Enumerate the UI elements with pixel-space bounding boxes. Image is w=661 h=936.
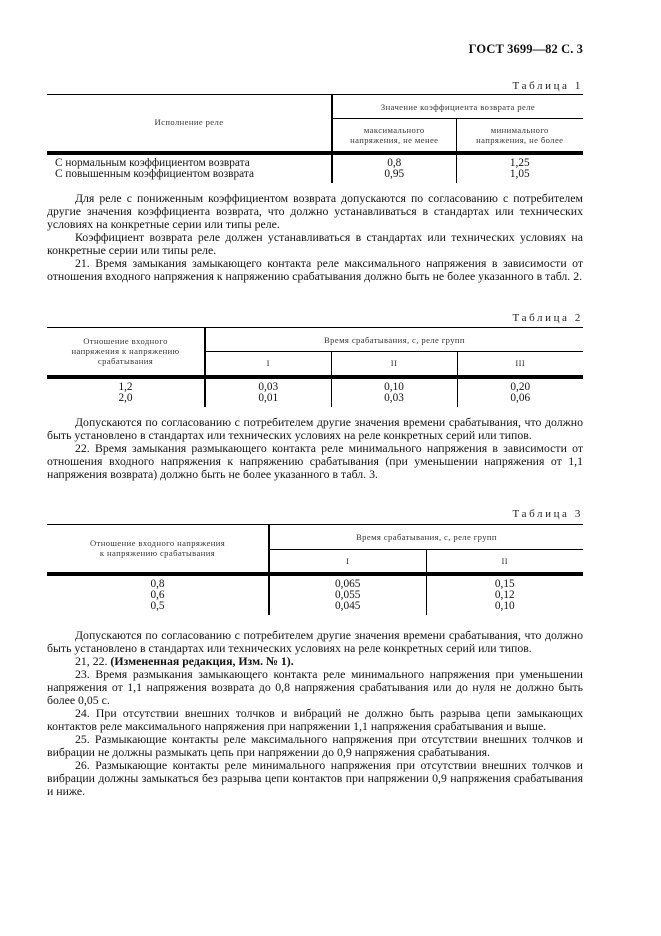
amendment-label: (Измененная редакция, Изм. № 1). — [110, 654, 294, 668]
table-3-group-header: Время срабатывания, с, реле групп — [269, 525, 583, 550]
table-row — [47, 590, 583, 601]
table-2-row-2-ratio: 2,0 — [118, 391, 133, 404]
table-1-row-1-min: 1,25 — [456, 153, 583, 169]
table-2-row-2-g3: 0,06 — [457, 393, 583, 407]
table-row — [47, 153, 583, 169]
table-2-row-2-g1: 0,01 — [205, 393, 331, 407]
table-2-subheader-2: II — [331, 352, 457, 377]
table-1-row-2-max: 0,95 — [332, 169, 456, 183]
table-1-subheader-max: максимального напряжения, не менее — [332, 119, 456, 153]
table-2 — [47, 327, 583, 407]
table-3-row-1-ratio: 0,8 — [150, 577, 165, 590]
amendment-prefix: 21, 22. — [75, 654, 111, 668]
table-row — [47, 574, 583, 590]
table-1-header-execution: Исполнение реле — [47, 95, 332, 153]
table-2-row-header: Отношение входного напряжения к напряжению срабатывания — [47, 328, 205, 377]
table-2-group-header: Время срабатывания, с, реле групп — [205, 328, 583, 352]
table-1-row-2-min: 1,05 — [456, 169, 583, 183]
paragraph-21: 21. Время замыкания замыкающего контакта реле максимального напряжения в зависимости от отношения входного напряжения к напряжению срабатывания должно быть не более указанного в табл. 2. — [47, 256, 583, 283]
table-1-row-2-label: С повышенным коэффициентом возврата — [55, 167, 254, 180]
paragraph: Для реле с пониженным коэффициентом возврата допускаются по согласованию с потребителем другие значения коэффициента возврата, что должно устанавливаться в стандартах или технических условиях на конкретные серии или типы реле. — [47, 191, 583, 231]
table-1-row-1-label: С нормальным коэффициентом возврата — [55, 156, 250, 169]
table-3-row-2-ratio: 0,6 — [150, 588, 165, 601]
paragraph-22: 22. Время замыкания размыкающего контакта реле минимального напряжения в зависимости от отношения входного напряжения к напряжению срабатывания (при уменьшении напряжения от 1,1 напряжения возврата) должно быть не более указанного в табл. 3. — [47, 441, 583, 481]
paragraph-23: 23. Время размыкания замыкающего контакта реле минимального напряжения при уменьшении напряжения от 1,1 напряжения возврата до 0,8 напряжения срабатывания или до нуля не должно быть более 0,05 с. — [47, 667, 583, 707]
paragraph: Допускаются по согласованию с потребителем другие значения времени срабатывания, что должно быть установлено в стандартах или технических условиях на реле конкретных серий или типов. — [47, 628, 583, 655]
table-2-row-1-g1: 0,03 — [205, 377, 331, 393]
table-3-row-3-g2: 0,10 — [426, 601, 583, 615]
table-2-subheader-3: III — [457, 352, 583, 377]
table-2-row-2-g2: 0,03 — [331, 393, 457, 407]
table-1-group-header: Значение коэффициента возврата реле — [332, 95, 583, 119]
table-3-row-header: Отношение входного напряжения к напряжению срабатывания — [47, 525, 269, 574]
table-1 — [47, 94, 583, 183]
table-3-row-2-g1: 0,055 — [269, 590, 426, 601]
table-3-row-3-ratio: 0,5 — [150, 599, 165, 612]
paragraph-24: 24. При отсутствии внешних толчков и вибраций не должно быть разрыва цепи замыкающих контактов реле максимального напряжения при напряжении 1,1 напряжения срабатывания и выше. — [47, 706, 583, 733]
text-block-1 — [47, 192, 583, 283]
table-3-caption: Таблица 3 — [512, 508, 583, 520]
table-3-subheader-1: I — [269, 550, 426, 574]
table-1-caption: Таблица 1 — [512, 80, 583, 92]
paragraph-25: 25. Размыкающие контакты реле максимального напряжения при отсутствии внешних толчков и вибрации не должны размыкать цепь при напряжении до 0,9 напряжения срабатывания. — [47, 732, 583, 759]
text-block-2 — [47, 416, 583, 481]
table-3 — [47, 524, 583, 615]
table-1-subheader-min: минимального напряжения, не более — [456, 119, 583, 153]
table-2-subheader-1: I — [205, 352, 331, 377]
table-row — [47, 169, 583, 183]
table-3-row-3-g1: 0,045 — [269, 601, 426, 615]
table-row — [47, 393, 583, 407]
table-2-caption: Таблица 2 — [512, 312, 583, 324]
table-row — [47, 601, 583, 615]
paragraph-26: 26. Размыкающие контакты реле минимального напряжения при отсутствии внешних толчков и вибрации должны замыкаться без разрыва цепи контактов при напряжении 0,9 напряжения срабатывания и ниже. — [47, 758, 583, 798]
table-3-row-1-g2: 0,15 — [426, 574, 583, 590]
table-1-row-1-max: 0,8 — [332, 153, 456, 169]
paragraph: Коэффициент возврата реле должен устанавливаться в стандартах или технических условиях на конкретные серии или типы реле. — [47, 230, 583, 257]
running-head: ГОСТ 3699—82 С. 3 — [468, 42, 583, 56]
text-block-3 — [47, 629, 583, 798]
table-2-row-1-g2: 0,10 — [331, 377, 457, 393]
table-3-row-2-g2: 0,12 — [426, 590, 583, 601]
table-row — [47, 377, 583, 393]
table-2-row-1-g3: 0,20 — [457, 377, 583, 393]
table-3-row-1-g1: 0,065 — [269, 574, 426, 590]
table-3-subheader-2: II — [426, 550, 583, 574]
table-2-row-1-ratio: 1,2 — [118, 380, 133, 393]
paragraph: Допускаются по согласованию с потребителем другие значения времени срабатывания, что должно быть установлено в стандартах или технических условиях на реле конкретных серий или типов. — [47, 415, 583, 442]
